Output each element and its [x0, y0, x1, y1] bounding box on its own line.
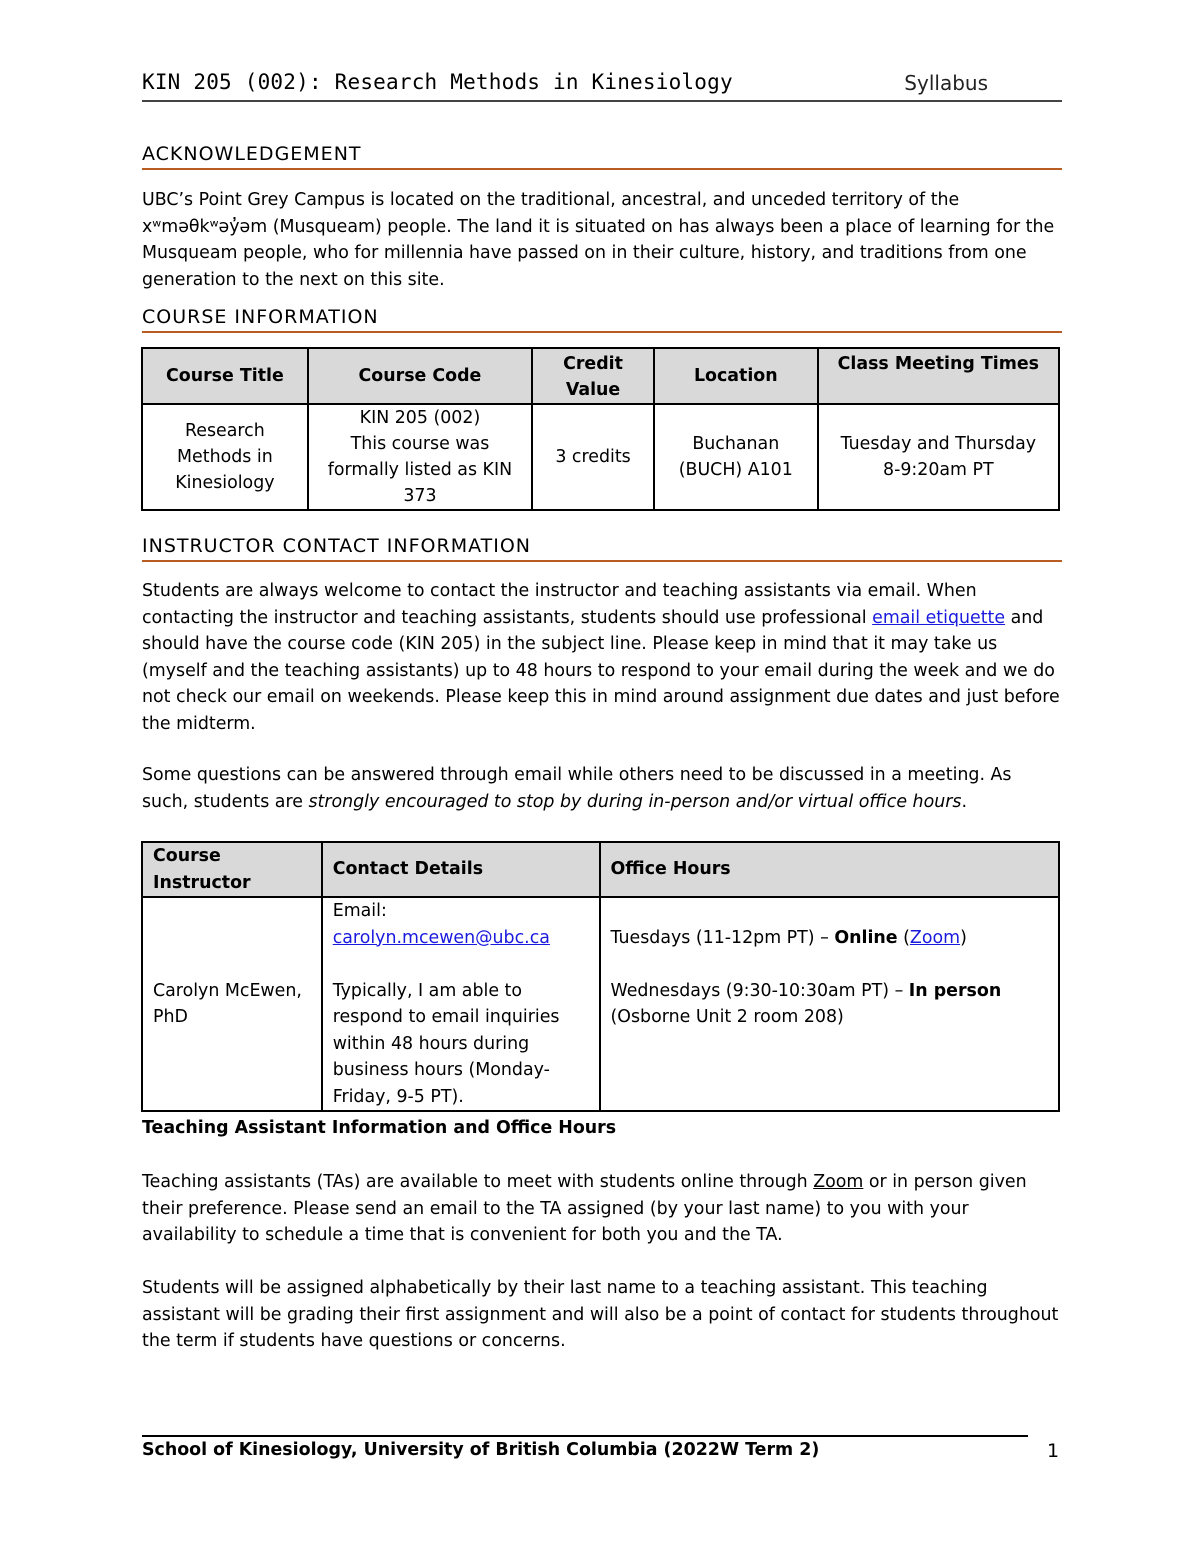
- page-header: [142, 70, 1062, 102]
- course-information-table: [141, 347, 1060, 511]
- paren-close: ): [960, 927, 967, 948]
- contact-text-b: and should have the course code (KIN 205) in the subject line. Please keep in mind that it may take us (myself and the teaching assistants) up to 48 hours to respond to your email during the week and we do not check our email on weekends. Please keep this in mind around assignment due dates and just before the midterm.: [142, 607, 1060, 734]
- course-table-row: [142, 404, 1059, 510]
- course-table-header-row: [142, 348, 1059, 404]
- cell-course-code: [308, 404, 532, 510]
- cell-instructor-name: Carolyn McEwen, PhD: [142, 897, 322, 1111]
- online-hours-time: Tuesdays (11-12pm PT) –: [610, 927, 835, 948]
- ta-zoom-link[interactable]: Zoom: [813, 1172, 864, 1192]
- ta-paragraph-2: Students will be assigned alphabetically by their last name to a teaching assistant. This teaching assistant will be grading their first assignment and will also be a point of contact for students throughout the term if students have questions or concerns.: [142, 1278, 1059, 1351]
- contact-paragraph: [142, 578, 1062, 737]
- instructor-contact-heading: INSTRUCTOR CONTACT INFORMATION: [142, 535, 1062, 562]
- cell-class-meeting-times: [818, 404, 1059, 510]
- office-location: (Osborne Unit 2 room 208): [610, 1007, 844, 1027]
- document-type-label: Syllabus: [904, 71, 988, 95]
- header-credit-value: Credit Value: [532, 348, 654, 404]
- office-hours-text-b: .: [961, 791, 967, 812]
- cell-credit-value: 3 credits: [532, 404, 654, 510]
- course-code-note: This course was formally listed as KIN 373: [327, 434, 513, 506]
- page-number: 1: [1047, 1440, 1060, 1462]
- office-hours-in-person: [611, 978, 1048, 1005]
- header-office-hours: Office Hours: [600, 842, 1059, 897]
- in-person-hours-time: Wednesdays (9:30-10:30am PT) –: [610, 980, 909, 1001]
- office-hours-paragraph: [142, 762, 1062, 815]
- office-hours-online: [611, 925, 1048, 952]
- ta-paragraph-1: [142, 1169, 1062, 1249]
- cell-office-hours: [600, 897, 1059, 1111]
- contact-table-row: [142, 897, 1059, 1111]
- footer-text: School of Kinesiology, University of British Columbia (2022W Term 2): [142, 1440, 820, 1460]
- cell-location: [654, 404, 818, 510]
- header-course-title: Course Title: [142, 348, 308, 404]
- location-room: (BUCH) A101: [678, 460, 793, 480]
- cell-course-title: Research Methods in Kinesiology: [142, 404, 308, 510]
- office-hours-emphasis: strongly encouraged to stop by during in-person and/or virtual office hours: [308, 791, 962, 812]
- course-code: KIN 205 (002): [359, 408, 481, 428]
- office-hours-text-a: Some questions can be answered through email while others need to be discussed in a meeting. As such, students are: [142, 765, 1012, 812]
- paren-open: (: [897, 927, 910, 948]
- course-information-heading: COURSE INFORMATION: [142, 306, 1062, 333]
- zoom-link[interactable]: Zoom: [909, 927, 961, 948]
- in-person-label: In person: [908, 980, 1002, 1001]
- email-label: Email:: [332, 901, 387, 921]
- ta-info-heading: Teaching Assistant Information and Office Hours: [142, 1118, 617, 1138]
- ta-text-b: or in person given their preference. Please send an email to the TA assigned (by your last name) to you with your availability to schedule a time that is convenient for both you and the TA.: [142, 1172, 1027, 1245]
- cell-contact-details: [322, 897, 600, 1111]
- footer-divider: [142, 1435, 1028, 1437]
- acknowledgement-text: UBC’s Point Grey Campus is located on the traditional, ancestral, and unceded territory of the xʷməθkʷəy̓əm (Musqueam) people. The land it is situated on has always been a place of learning for the Musqueam people, who for millennia have passed on in their culture, history, and traditions from one generation to the next on this site.: [142, 190, 1055, 290]
- header-contact-details: Contact Details: [322, 842, 600, 897]
- course-title-header: KIN 205 (002): Research Methods in Kinesiology: [142, 70, 733, 94]
- ta-text-a: Teaching assistants (TAs) are available to meet with students online through: [142, 1172, 814, 1192]
- instructor-email-link[interactable]: carolyn.mcewen@ubc.ca: [332, 927, 550, 948]
- contact-table-header-row: [142, 842, 1059, 897]
- email-etiquette-link[interactable]: email etiquette: [872, 607, 1006, 628]
- acknowledgement-heading: ACKNOWLEDGEMENT: [142, 143, 1062, 170]
- online-label: Online: [834, 927, 898, 948]
- meeting-time: 8-9:20am PT: [883, 460, 994, 480]
- header-location: Location: [654, 348, 818, 404]
- instructor-contact-table: [141, 841, 1060, 1112]
- contact-text-a: Students are always welcome to contact the instructor and teaching assistants via email. When contacting the instructor and teaching assistants, students should use professional: [142, 581, 977, 628]
- meeting-days: Tuesday and Thursday: [840, 434, 1037, 454]
- header-course-code: Course Code: [308, 348, 532, 404]
- header-course-instructor: Course Instructor: [142, 842, 322, 897]
- response-time-note: Typically, I am able to respond to email inquiries within 48 hours during business hours (Monday-Friday, 9-5 PT).: [332, 980, 560, 1107]
- location-building: Buchanan: [692, 434, 780, 454]
- header-class-meeting-times: Class Meeting Times: [818, 348, 1059, 404]
